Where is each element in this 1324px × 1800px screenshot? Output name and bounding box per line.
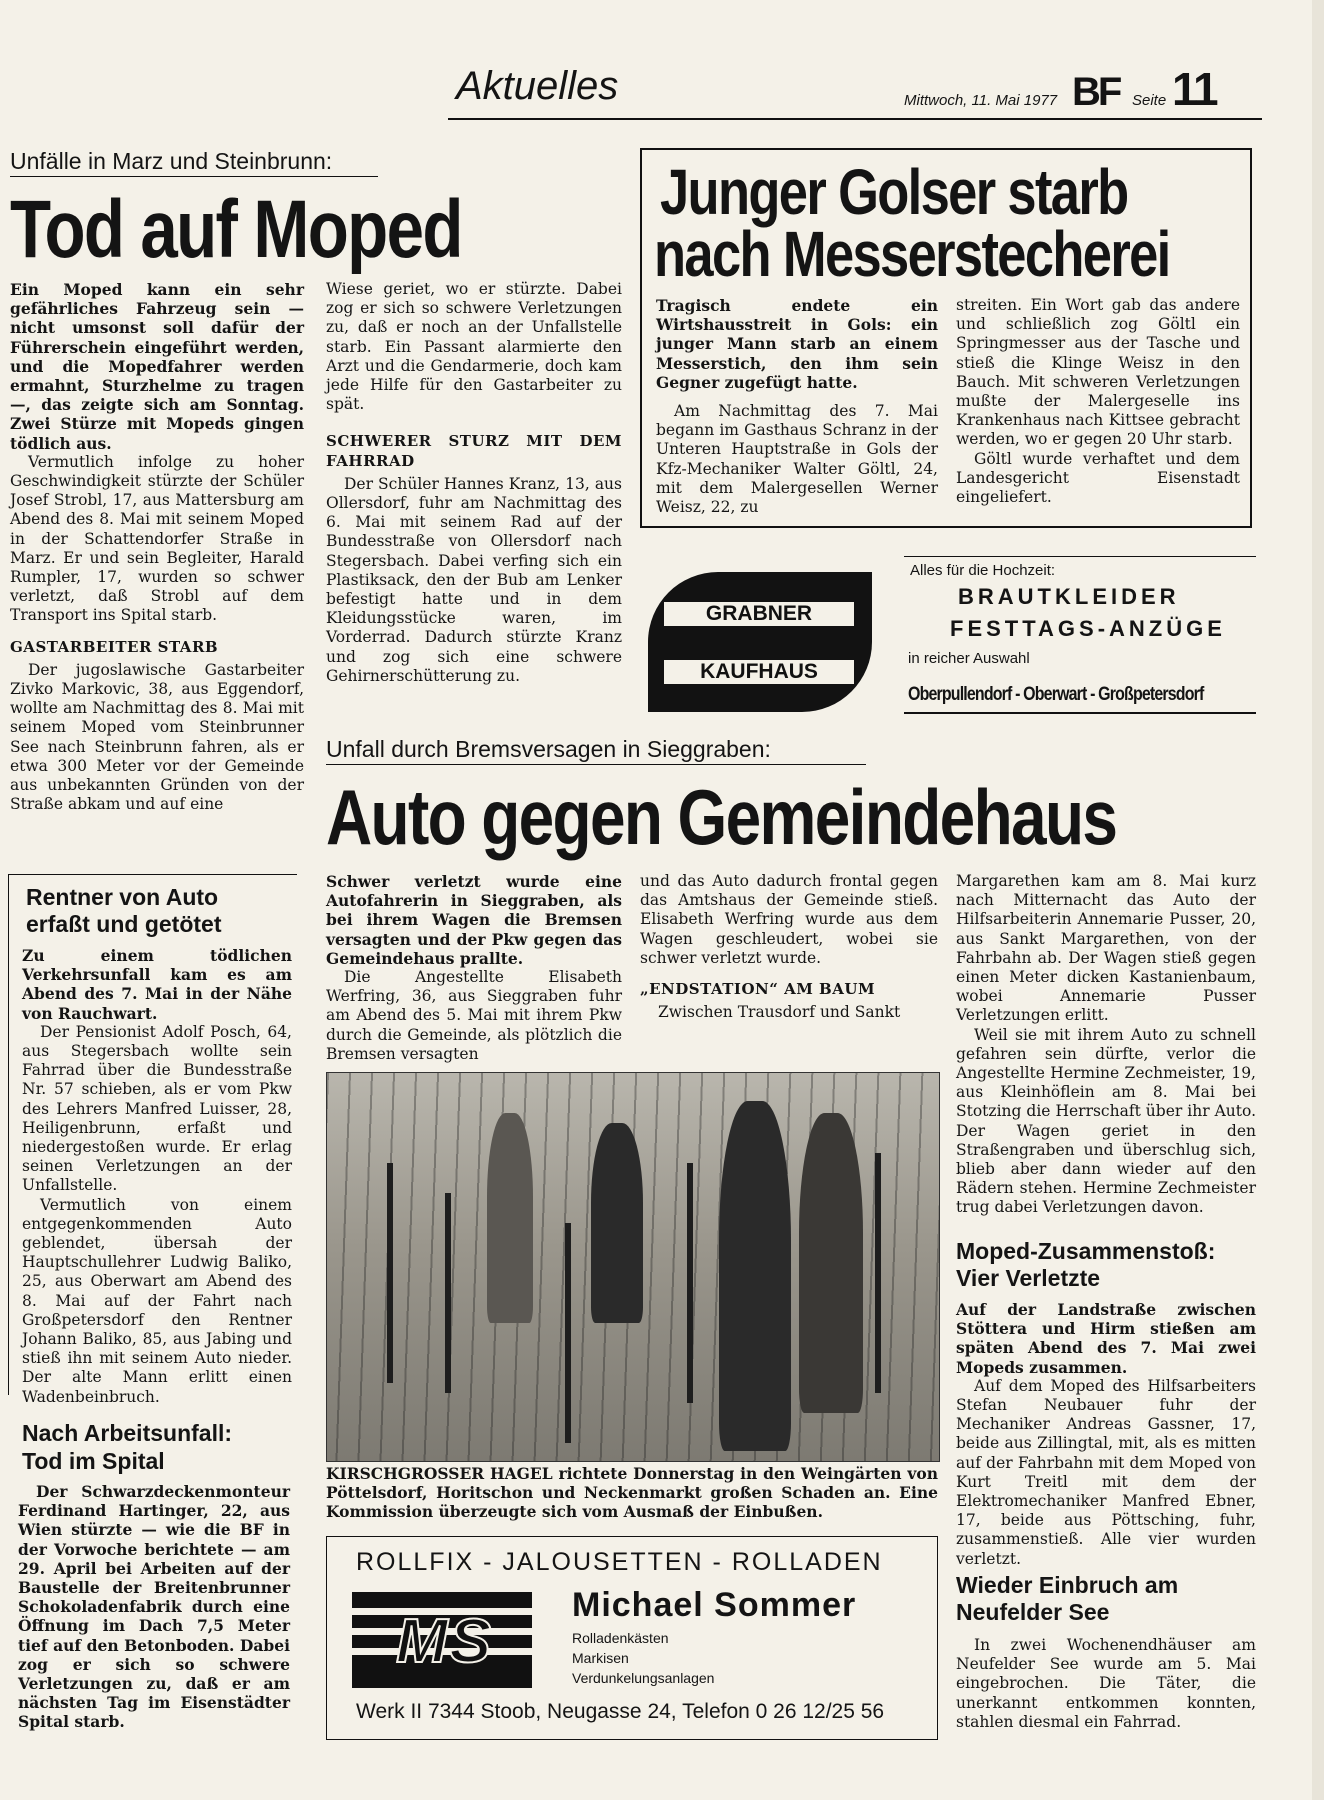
golser-headline-1: Junger Golser starb xyxy=(660,156,1128,228)
grabner-intro: Alles für die Hochzeit: xyxy=(910,562,1056,579)
section-title: Aktuelles xyxy=(456,64,619,108)
sommer-logo xyxy=(352,1592,532,1688)
sommer-name: Michael Sommer xyxy=(572,1586,857,1624)
rentner-headline: Rentner von Auto erfaßt und getötet xyxy=(26,884,222,937)
grabner-logo xyxy=(648,572,872,712)
einbruch-body xyxy=(956,1636,1256,1732)
sommer-item-1: Rolladenkästen xyxy=(572,1630,669,1646)
zusammenstoss-headline: Moped-Zusammenstoß: Vier Verletzte xyxy=(956,1238,1216,1291)
grabner-line1: BRAUTKLEIDER xyxy=(958,584,1180,609)
arbeitsunfall-headline-1: Nach Arbeitsunfall: xyxy=(22,1420,233,1446)
rentner-p2: Vermutlich von einem entgegenkommenden Auto geblendet, übersah der Hauptschullehrer Ludwig Baliko, 25, aus Oberwart am Abend des 8. Mai auf der Fahrt nach Großpetersdorf den Rentner Johann Baliko, 85, aus Jabing und stieß ihn mit seinem Auto nieder. Der alte Mann erlitt einen Wadenbeinbruch. xyxy=(22,1195,292,1406)
moped-col1-p1: Vermutlich infolge zu hoher Geschwindigkeit stürzte der Schüler Josef Strobl, 17, aus Mattersburg am Abend des 8. Mai mit seinem Moped in der Schattendorfer Straße in Marz. Er und sein Begleiter, Harald Rumpler, 17, wurden so schwer verletzt, daß Strobl auf dem Transport ins Spital starb. xyxy=(10,452,304,625)
sommer-logo-text: MS xyxy=(396,1607,493,1676)
golser-col2-p2: Göltl wurde verhaftet und dem Landesgericht Eisenstadt eingeliefert. xyxy=(956,449,1240,507)
gemeinde-subhead-endstation: „ENDSTATION“ AM BAUM xyxy=(640,980,876,999)
person-figure xyxy=(799,1113,863,1413)
gemeinde-kicker: Unfall durch Bremsversagen in Sieggraben: xyxy=(326,736,771,762)
vine-stake xyxy=(565,1223,571,1443)
moped-col1 xyxy=(10,280,304,814)
page-label: Seite xyxy=(1132,92,1167,109)
person-figure xyxy=(719,1101,791,1451)
moped-kicker: Unfälle in Marz und Steinbrunn: xyxy=(10,148,333,174)
arbeitsunfall-body xyxy=(18,1482,290,1732)
hail-vineyard-photo xyxy=(326,1072,940,1462)
page-edge xyxy=(1312,0,1324,1800)
grabner-top-rule xyxy=(904,556,1256,557)
vine-stake xyxy=(387,1163,393,1383)
sommer-top-line: ROLLFIX - JALOUSETTEN - ROLLADEN xyxy=(356,1548,883,1576)
gemeinde-col3-p1: Margarethen kam am 8. Mai kurz nach Mitternacht das Auto der Hilfsarbeiterin Annemarie Pusser, 20, aus Sankt Margarethen, von der Fahrbahn ab. Der Wagen stieß gegen einen Meter dicken Kastanienbaum, wobei Annemarie Pusser Verletzungen erlitt. xyxy=(956,872,1256,1025)
sommer-address: Werk II 7344 Stoob, Neugasse 24, Telefon 0 26 12/25 56 xyxy=(356,1700,885,1723)
rentner-lead: Zu einem tödlichen Verkehrsunfall kam es am Abend des 7. Mai in der Nähe von Rauchwart. xyxy=(22,946,292,1023)
header-rule xyxy=(448,118,1262,120)
gemeinde-lead: Schwer verletzt wurde eine Autofahrerin in Sieggraben, als bei ihrem Wagen die Bremsen versagten und der Pkw gegen das Gemeindehaus prallte. xyxy=(326,872,622,968)
gemeinde-col2-p1: und das Auto dadurch frontal gegen das Amtshaus der Gemeinde stieß. Elisabeth Werfring wurde aus dem Wagen geschleudert, wobei sie schwer verletzt wurde. xyxy=(640,872,938,967)
moped-col2-p2: Der Schüler Hannes Kranz, 13, aus Ollersdorf, fuhr am Nachmittag des 6. Mai mit seinem Rad auf der Bundesstraße von Ollersdorf nach Stegersbach. Dabei verfing sich ein Plastiksack, den der Bub am Lenker befestigt hatte und in dem Kleidungsstücke waren, im Vorderrad. Dadurch stürzte Kranz und zog sich eine schwere Gehirnerschütterung zu. xyxy=(326,474,622,685)
zusammenstoss-lead: Auf der Landstraße zwischen Stöttera und Hirm stießen am späten Abend des 7. Mai zwei Mopeds zusammen. xyxy=(956,1300,1256,1377)
golser-headline-2: nach Messerstecherei xyxy=(654,218,1170,290)
moped-headline: Tod auf Moped xyxy=(10,184,462,275)
golser-lead: Tragisch endete ein Wirtshausstreit in Gols: ein junger Mann starb an einem Messerstich, den ihm sein Gegner zugefügt hatte. xyxy=(656,296,938,392)
gemeinde-col2-p2: Zwischen Trausdorf und Sankt xyxy=(658,1003,901,1022)
sommer-item-3: Verdunkelungsanlagen xyxy=(572,1670,715,1686)
arbeitsunfall-lead: Der Schwarzdeckenmonteur Ferdinand Hartinger, 22, aus Wien stürzte — wie die BF in der Vorwoche berichtete — am 29. April bei Arbeiten auf der Baustelle der Breitenbrunner Schokoladenfabrik durch eine Öffnung im Dach 7,5 Meter tief auf den Betonboden. Dabei zog er sich so schwere Verletzungen zu, daß er am nächsten Tag im Eisenstädter Spital starb. xyxy=(18,1482,290,1732)
gemeinde-kicker-underline xyxy=(326,764,866,765)
issue-date: Mittwoch, 11. Mai 1977 xyxy=(904,92,1058,109)
gemeinde-col3 xyxy=(956,872,1256,1218)
gemeinde-headline: Auto gegen Gemeindehaus xyxy=(326,773,1117,861)
page-number: 11 xyxy=(1172,63,1217,115)
grabner-bottom-rule xyxy=(904,712,1256,714)
moped-col2 xyxy=(326,280,622,686)
vine-stake xyxy=(445,1193,451,1393)
person-figure xyxy=(591,1123,643,1323)
vine-stake xyxy=(687,1163,693,1403)
gemeinde-col1 xyxy=(326,872,622,1064)
kicker-underline xyxy=(10,176,378,177)
golser-col1-p1: Am Nachmittag des 7. Mai begann im Gasthaus Schranz in der Unteren Hauptstraße in Gols der Kfz-Mechaniker Walter Göltl, 24, mit dem Malergesellen Werner Weisz, 22, zu xyxy=(656,402,938,517)
gemeinde-col3-p2: Weil sie mit ihrem Auto zu schnell gefahren sein dürfte, verlor die Angestellte Hermine Zechmeister, 19, aus Kleinhöflein am 8. Mai bei Stotzing die Herrschaft über ihr Auto. Der Wagen geriet in den Straßengraben und überschlug sich, blieb aber dann wieder auf den Rädern stehen. Hermine Zechmeister trug dabei Verletzungen davon. xyxy=(956,1025,1256,1217)
photo-caption: KIRSCHGROSSER HAGEL richtete Donnerstag in den Weingärten von Pöttelsdorf, Horitschon und Neckenmarkt großen Schaden an. Eine Kommission überzeugte sich vom Ausmaß der Einbußen. xyxy=(326,1464,938,1521)
moped-subhead-fahrrad: SCHWERER STURZ MIT DEM FAHRRAD xyxy=(326,432,622,470)
grabner-locations: Oberpullendorf - Oberwart - Großpetersdorf xyxy=(908,684,1204,705)
sommer-item-2: Markisen xyxy=(572,1650,629,1666)
person-figure xyxy=(487,1113,533,1323)
einbruch-headline: Wieder Einbruch am Neufelder See xyxy=(956,1572,1179,1625)
grabner-line2: FESTTAGS-ANZÜGE xyxy=(950,616,1226,641)
rentner-p1: Der Pensionist Adolf Posch, 64, aus Stegersbach wollte sein Fahrrad über die Bundesstraße Nr. 57 schieben, als er vom Pkw des Lehrers Manfred Luisser, 28, Heiligenbrunn, erfaßt und niedergestoßen wurde. Er erlag seinen Verletzungen an der Unfallstelle. xyxy=(22,1022,292,1195)
moped-col1-p2: Der jugoslawische Gastarbeiter Zivko Markovic, 38, aus Eggendorf, wollte am Nachmittag des 8. Mai mit seinem Moped vom Steinbrunner See nach Steinbrunn fahren, als er etwa 300 Meter vor der Gemeinde aus unbekannten Gründen von der Straße abkam und auf eine xyxy=(10,660,304,814)
gemeinde-col2 xyxy=(640,872,938,1022)
moped-col2-p1: Wiese geriet, wo er stürzte. Dabei zog er sich so schwere Verletzungen zu, daß er noch an der Unfallstelle starb. Ein Passant alarmierte den Arzt und die Gendarmerie, doch kam jede Hilfe für den Gastarbeiter zu spät. xyxy=(326,280,622,414)
grabner-logo-top: GRABNER xyxy=(664,602,854,626)
moped-col1-lead: Ein Moped kann ein sehr gefährliches Fahrzeug sein — nicht umsonst soll dafür der Führerschein eingeführt werden, und die Mopedfahrer werden ermahnt, Sturzhelme zu tragen —, das zeigte sich am Sonntag. Zwei Stürze mit Mopeds gingen tödlich aus. xyxy=(10,280,304,453)
grabner-logo-bottom: KAUFHAUS xyxy=(664,660,854,684)
einbruch-p1: In zwei Wochenendhäuser am Neufelder See wurde am 5. Mai eingebrochen. Die Täter, die unerkannt entkommen konnten, stahlen diesmal ein Fahrrad. xyxy=(956,1636,1256,1731)
golser-col2 xyxy=(956,296,1240,507)
bf-logo: BF xyxy=(1072,70,1120,114)
rentner-body xyxy=(22,946,292,1407)
golser-col2-p1: streiten. Ein Wort gab das andere und schließlich zog Göltl ein Springmesser aus der Tasche und stieß die Klinge Weisz in den Bauch. Mit schweren Verletzungen mußte der Malergeselle ins Krankenhaus nach Kittsee gebracht werden, wo er gegen 20 Uhr starb. xyxy=(956,296,1240,449)
zusammenstoss-p1: Auf dem Moped des Hilfsarbeiters Stefan Neubauer fuhr der Mechaniker Andreas Gassner, 17, beide aus Zillingtal, mit, als es mitten auf der Fahrbahn mit dem Moped von Kurt Treitl mit dem der Elektromechaniker Manfred Ebner, 17, beide aus Pöttsching, fuhr, zusammenstieß. Alle vier wurden verletzt. xyxy=(956,1376,1256,1568)
golser-col1 xyxy=(656,296,938,517)
gemeinde-col1-p1: Die Angestellte Elisabeth Werfring, 36, aus Sieggraben fuhr am Abend des 5. Mai mit ihrem Pkw durch die Gemeinde, als plötzlich die Bremsen versagten xyxy=(326,968,622,1063)
vine-stake xyxy=(875,1153,881,1393)
moped-subhead-gastarbeiter: GASTARBEITER STARB xyxy=(10,637,219,656)
grabner-line3: in reicher Auswahl xyxy=(908,650,1030,667)
zusammenstoss-body xyxy=(956,1300,1256,1569)
arbeitsunfall-headline-2: Tod im Spital xyxy=(22,1448,165,1474)
